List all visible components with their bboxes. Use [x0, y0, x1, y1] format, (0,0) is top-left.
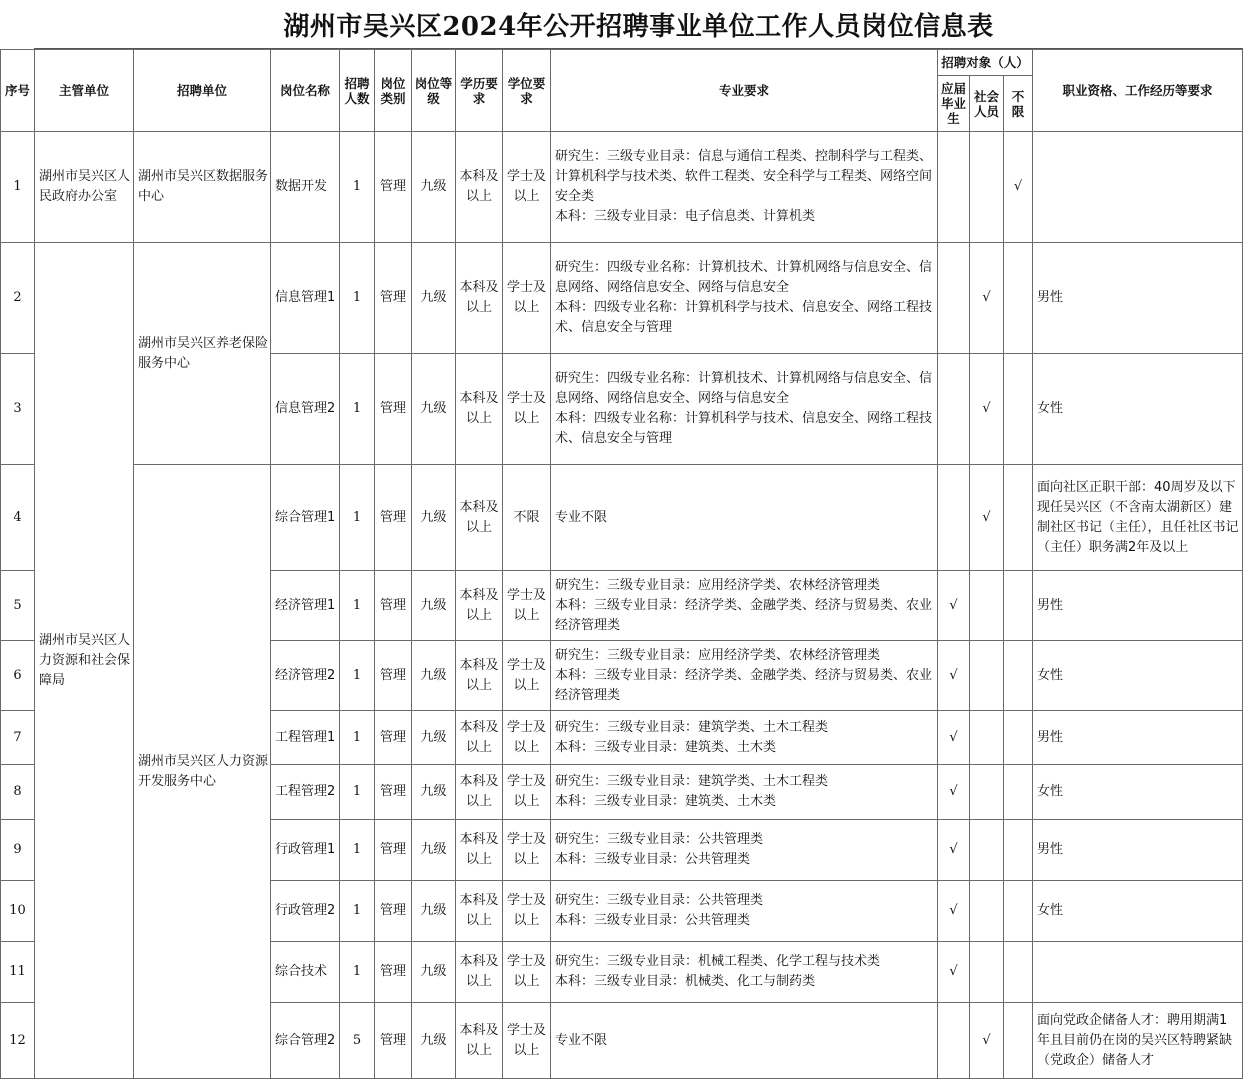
cell-unit: 湖州市吴兴区数据服务中心 [134, 132, 271, 243]
cell-unit: 湖州市吴兴区人力资源开发服务中心 [134, 465, 271, 1079]
cell-major: 研究生：三级专业目录：建筑学类、土木工程类 本科：三级专业目录：建筑类、土木类 [551, 711, 938, 765]
cell-grade: 九级 [412, 465, 456, 571]
cell-other [1033, 132, 1243, 243]
cell-education: 本科及以上 [456, 132, 503, 243]
cell-seq: 7 [1, 711, 35, 765]
cell-count: 5 [340, 1003, 375, 1079]
cell-count: 1 [340, 354, 375, 465]
cell-category: 管理 [375, 881, 412, 942]
cell-other: 面向党政企储备人才：聘用期满1年且目前仍在岗的吴兴区特聘紧缺（党政企）储备人才 [1033, 1003, 1243, 1079]
cell-major: 研究生：三级专业目录：应用经济学类、农林经济管理类 本科：三级专业目录：经济学类、金融学类、经济与贸易类、农业经济管理类 [551, 641, 938, 711]
cell-degree: 学士及以上 [503, 354, 551, 465]
cell-major: 专业不限 [551, 465, 938, 571]
cell-grade: 九级 [412, 641, 456, 711]
cell-count: 1 [340, 465, 375, 571]
cell-grade: 九级 [412, 132, 456, 243]
cell-other: 女性 [1033, 881, 1243, 942]
table-row [1, 465, 1243, 571]
cell-target-any [1004, 641, 1033, 711]
cell-post: 行政管理2 [271, 881, 340, 942]
cell-other: 男性 [1033, 711, 1243, 765]
cell-seq: 8 [1, 765, 35, 820]
header-unit: 招聘单位 [134, 50, 271, 132]
cell-count: 1 [340, 942, 375, 1003]
cell-target-fresh: √ [938, 942, 970, 1003]
cell-major: 专业不限 [551, 1003, 938, 1079]
cell-major: 研究生：三级专业目录：公共管理类 本科：三级专业目录：公共管理类 [551, 881, 938, 942]
cell-target-fresh: √ [938, 571, 970, 641]
cell-post: 经济管理2 [271, 641, 340, 711]
cell-seq: 9 [1, 820, 35, 881]
cell-dept: 湖州市吴兴区人力资源和社会保障局 [35, 243, 134, 1079]
cell-grade: 九级 [412, 243, 456, 354]
cell-grade: 九级 [412, 571, 456, 641]
cell-post: 综合管理1 [271, 465, 340, 571]
cell-post: 综合技术 [271, 942, 340, 1003]
cell-target-fresh: √ [938, 881, 970, 942]
cell-major: 研究生：三级专业目录：公共管理类 本科：三级专业目录：公共管理类 [551, 820, 938, 881]
cell-education: 本科及以上 [456, 881, 503, 942]
cell-target-any [1004, 711, 1033, 765]
header-target: 招聘对象（人） [938, 50, 1033, 76]
header-dept: 主管单位 [35, 50, 134, 132]
cell-category: 管理 [375, 243, 412, 354]
cell-target-any [1004, 820, 1033, 881]
cell-grade: 九级 [412, 354, 456, 465]
cell-target-social [970, 132, 1004, 243]
cell-target-any [1004, 354, 1033, 465]
cell-target-social [970, 711, 1004, 765]
cell-category: 管理 [375, 571, 412, 641]
cell-count: 1 [340, 765, 375, 820]
cell-count: 1 [340, 132, 375, 243]
cell-degree: 学士及以上 [503, 942, 551, 1003]
cell-target-fresh [938, 243, 970, 354]
cell-target-fresh: √ [938, 711, 970, 765]
cell-degree: 不限 [503, 465, 551, 571]
cell-target-social: √ [970, 1003, 1004, 1079]
cell-degree: 学士及以上 [503, 571, 551, 641]
cell-other [1033, 942, 1243, 1003]
cell-category: 管理 [375, 765, 412, 820]
cell-count: 1 [340, 711, 375, 765]
cell-target-any [1004, 571, 1033, 641]
cell-category: 管理 [375, 820, 412, 881]
cell-target-fresh [938, 354, 970, 465]
cell-degree: 学士及以上 [503, 1003, 551, 1079]
header-education: 学历要求 [456, 50, 503, 132]
cell-target-any [1004, 942, 1033, 1003]
cell-category: 管理 [375, 132, 412, 243]
cell-degree: 学士及以上 [503, 132, 551, 243]
cell-other: 男性 [1033, 820, 1243, 881]
cell-degree: 学士及以上 [503, 820, 551, 881]
header-target-social: 社会人员 [970, 76, 1004, 132]
cell-target-social [970, 820, 1004, 881]
cell-other: 面向社区正职干部：40周岁及以下现任吴兴区（不含南太湖新区）建制社区书记（主任），且任社区书记（主任）职务满2年及以上 [1033, 465, 1243, 571]
cell-education: 本科及以上 [456, 942, 503, 1003]
cell-post: 经济管理1 [271, 571, 340, 641]
cell-major: 研究生：四级专业名称：计算机技术、计算机网络与信息安全、信息网络、网络信息安全、网络与信息安全 本科：四级专业名称：计算机科学与技术、信息安全、网络工程技术、信息安全与管理 [551, 243, 938, 354]
cell-count: 1 [340, 881, 375, 942]
header-target-any: 不限 [1004, 76, 1033, 132]
header-seq: 序号 [1, 50, 35, 132]
cell-target-any [1004, 881, 1033, 942]
cell-target-social: √ [970, 243, 1004, 354]
cell-education: 本科及以上 [456, 641, 503, 711]
cell-post: 综合管理2 [271, 1003, 340, 1079]
cell-grade: 九级 [412, 820, 456, 881]
cell-category: 管理 [375, 1003, 412, 1079]
cell-seq: 11 [1, 942, 35, 1003]
cell-major: 研究生：三级专业目录：信息与通信工程类、控制科学与工程类、计算机科学与技术类、软件工程类、安全科学与工程类、网络空间安全类 本科：三级专业目录：电子信息类、计算机类 [551, 132, 938, 243]
cell-target-any [1004, 465, 1033, 571]
cell-grade: 九级 [412, 881, 456, 942]
cell-target-social: √ [970, 465, 1004, 571]
cell-category: 管理 [375, 711, 412, 765]
cell-other: 女性 [1033, 354, 1243, 465]
cell-target-fresh [938, 465, 970, 571]
cell-seq: 2 [1, 243, 35, 354]
cell-post: 工程管理1 [271, 711, 340, 765]
cell-post: 数据开发 [271, 132, 340, 243]
cell-target-any [1004, 1003, 1033, 1079]
cell-category: 管理 [375, 641, 412, 711]
cell-unit: 湖州市吴兴区养老保险服务中心 [134, 243, 271, 465]
cell-count: 1 [340, 571, 375, 641]
cell-target-any [1004, 243, 1033, 354]
cell-target-social [970, 881, 1004, 942]
cell-education: 本科及以上 [456, 711, 503, 765]
cell-target-fresh [938, 1003, 970, 1079]
cell-degree: 学士及以上 [503, 243, 551, 354]
cell-degree: 学士及以上 [503, 881, 551, 942]
cell-other: 男性 [1033, 243, 1243, 354]
cell-target-fresh: √ [938, 820, 970, 881]
cell-education: 本科及以上 [456, 571, 503, 641]
cell-target-social [970, 765, 1004, 820]
header-major: 专业要求 [551, 50, 938, 132]
cell-target-fresh: √ [938, 765, 970, 820]
cell-other: 男性 [1033, 571, 1243, 641]
page-title: 湖州市吴兴区2024年公开招聘事业单位工作人员岗位信息表 [34, 0, 1243, 49]
cell-count: 1 [340, 641, 375, 711]
cell-category: 管理 [375, 942, 412, 1003]
cell-degree: 学士及以上 [503, 641, 551, 711]
cell-seq: 10 [1, 881, 35, 942]
cell-seq: 6 [1, 641, 35, 711]
header-category: 岗位类别 [375, 50, 412, 132]
cell-other: 女性 [1033, 641, 1243, 711]
cell-category: 管理 [375, 465, 412, 571]
cell-education: 本科及以上 [456, 243, 503, 354]
cell-degree: 学士及以上 [503, 711, 551, 765]
header-grade: 岗位等级 [412, 50, 456, 132]
cell-dept: 湖州市吴兴区人民政府办公室 [35, 132, 134, 243]
header-post: 岗位名称 [271, 50, 340, 132]
cell-education: 本科及以上 [456, 354, 503, 465]
cell-grade: 九级 [412, 942, 456, 1003]
cell-post: 行政管理1 [271, 820, 340, 881]
cell-target-any: √ [1004, 132, 1033, 243]
cell-major: 研究生：三级专业目录：应用经济学类、农林经济管理类 本科：三级专业目录：经济学类、金融学类、经济与贸易类、农业经济管理类 [551, 571, 938, 641]
table-row [1, 132, 1243, 243]
cell-post: 工程管理2 [271, 765, 340, 820]
cell-major: 研究生：三级专业目录：建筑学类、土木工程类 本科：三级专业目录：建筑类、土木类 [551, 765, 938, 820]
cell-count: 1 [340, 820, 375, 881]
header-other: 职业资格、工作经历等要求 [1033, 50, 1243, 132]
header-target-fresh: 应届毕业生 [938, 76, 970, 132]
cell-target-social: √ [970, 354, 1004, 465]
cell-major: 研究生：四级专业名称：计算机技术、计算机网络与信息安全、信息网络、网络信息安全、网络与信息安全 本科：四级专业名称：计算机科学与技术、信息安全、网络工程技术、信息安全与管理 [551, 354, 938, 465]
cell-count: 1 [340, 243, 375, 354]
cell-grade: 九级 [412, 1003, 456, 1079]
cell-target-social [970, 571, 1004, 641]
cell-seq: 1 [1, 132, 35, 243]
cell-post: 信息管理2 [271, 354, 340, 465]
cell-education: 本科及以上 [456, 465, 503, 571]
cell-target-social [970, 942, 1004, 1003]
table-body [1, 132, 1243, 1079]
cell-major: 研究生：三级专业目录：机械工程类、化学工程与技术类 本科：三级专业目录：机械类、化工与制药类 [551, 942, 938, 1003]
cell-target-fresh [938, 132, 970, 243]
cell-education: 本科及以上 [456, 820, 503, 881]
cell-degree: 学士及以上 [503, 765, 551, 820]
header-count: 招聘人数 [340, 50, 375, 132]
cell-target-social [970, 641, 1004, 711]
cell-grade: 九级 [412, 765, 456, 820]
cell-education: 本科及以上 [456, 765, 503, 820]
job-table [0, 49, 1243, 1079]
cell-target-any [1004, 765, 1033, 820]
cell-seq: 4 [1, 465, 35, 571]
cell-post: 信息管理1 [271, 243, 340, 354]
cell-category: 管理 [375, 354, 412, 465]
cell-seq: 12 [1, 1003, 35, 1079]
cell-education: 本科及以上 [456, 1003, 503, 1079]
header-degree: 学位要求 [503, 50, 551, 132]
table-header [1, 50, 1243, 132]
cell-target-fresh: √ [938, 641, 970, 711]
cell-seq: 3 [1, 354, 35, 465]
cell-other: 女性 [1033, 765, 1243, 820]
table-row [1, 243, 1243, 354]
cell-seq: 5 [1, 571, 35, 641]
cell-grade: 九级 [412, 711, 456, 765]
